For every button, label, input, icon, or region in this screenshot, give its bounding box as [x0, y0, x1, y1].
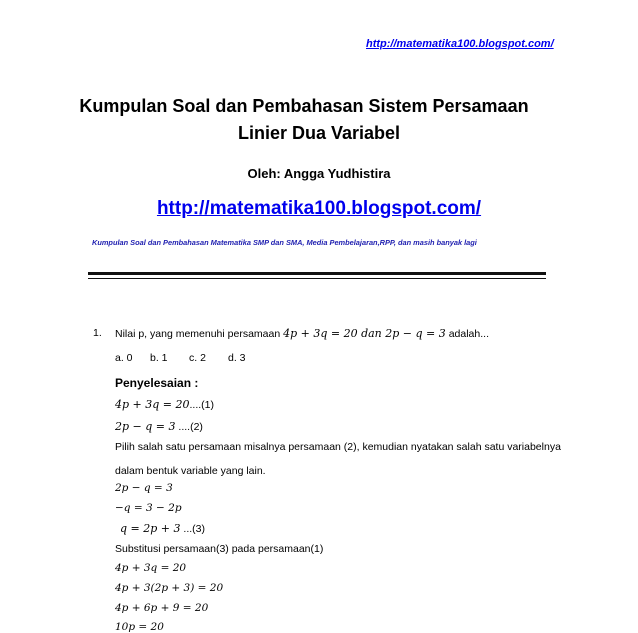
divider-thick [88, 272, 546, 275]
step-5: 4p + 3(2p + 3) = 20 [115, 582, 224, 594]
tagline: Kumpulan Soal dan Pembahasan Matematika SMP dan SMA, Media Pembelajaran,RPP, dan masih banyak lagi [92, 238, 477, 247]
step-3-math: q = 2p + 3 [120, 522, 181, 535]
step-7: 10p = 20 [115, 621, 164, 633]
step-1: 2p − q = 3 [115, 482, 173, 494]
step-3-tag: ...(3) [180, 523, 206, 535]
step-6: 4p + 6p + 9 = 20 [115, 602, 209, 614]
blog-url-link[interactable]: http://matematika100.blogspot.com/ [156, 198, 482, 219]
question-text: Nilai p, yang memenuhi persamaan [115, 328, 281, 340]
title-line-1: Kumpulan Soal dan Pembahasan Sistem Persamaan [79, 96, 529, 116]
substitution-note: Substitusi persamaan(3) pada persamaan(1) [115, 543, 324, 555]
question-line [115, 327, 489, 340]
option-b: b. 1 [150, 352, 168, 364]
option-c: c. 2 [189, 352, 206, 364]
divider-thin [88, 278, 546, 279]
document-title [0, 93, 638, 147]
option-d: d. 3 [228, 352, 246, 364]
instruction-line-1: Pilih salah satu persamaan misalnya persamaan (2), kemudian nyatakan salah satu variabelnya [115, 441, 561, 453]
header-url-link[interactable]: http://matematika100.blogspot.com/ [366, 38, 554, 50]
step-4: 4p + 3q = 20 [115, 562, 187, 574]
question-number: 1. [93, 327, 102, 339]
instruction-line-2: dalam bentuk variable yang lain. [115, 465, 266, 477]
title-line-2: Linier Dua Variabel [237, 123, 401, 143]
equation-2-math: 2p − q = 3 [115, 420, 176, 433]
equation-2 [115, 420, 203, 433]
step-3 [120, 522, 205, 535]
question-suffix: adalah... [448, 328, 489, 340]
equation-1 [115, 398, 214, 411]
question-math: 4p + 3q = 20 dan 2p − q = 3 [283, 327, 446, 340]
equation-1-tag: ....(1) [189, 399, 215, 411]
option-a: a. 0 [115, 352, 133, 364]
equation-1-math: 4p + 3q = 20 [115, 398, 190, 411]
equation-2-tag: ....(2) [175, 421, 203, 433]
step-2: −q = 3 − 2p [115, 502, 182, 514]
author-line: Oleh: Angga Yudhistira [247, 166, 391, 181]
solution-heading: Penyelesaian : [115, 376, 199, 390]
